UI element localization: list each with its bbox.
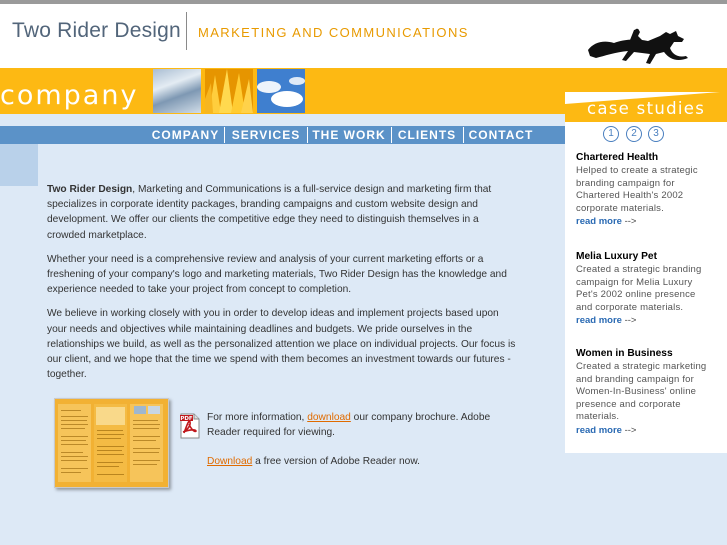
nav-divider [391, 127, 392, 143]
brochure-info-prefix: For more information, [207, 412, 308, 423]
nav-clients[interactable]: CLIENTS [397, 128, 457, 142]
wave-photo [153, 69, 201, 113]
case-page-1[interactable]: 1 [603, 126, 619, 142]
read-more-arrow: --> [621, 315, 637, 327]
brochure-info-suffix: our company brochure. Adobe Reader required for viewing. [207, 412, 491, 439]
brand-name[interactable]: Two Rider Design [12, 19, 181, 42]
approach-paragraph: We believe in working closely with you in order to develop ideas and implement projects based upon your needs and objectives while maintaining deadlines and budgets. We pride ourselves in the relationships we build, as well as the personalized attention we place on individual projects. Our focus is our client, and we hope that the time we spend with them becomes an investment towards our futures - together. [47, 308, 516, 381]
read-more-link[interactable] [576, 424, 711, 437]
read-more-label[interactable]: read more [576, 315, 622, 327]
sky-photo [257, 69, 305, 113]
case-study-item [576, 251, 711, 327]
nav-contact[interactable]: CONTACT [468, 128, 534, 142]
brochure-thumbnail[interactable] [54, 398, 169, 488]
case-study-item [576, 152, 711, 228]
nav-services[interactable]: SERVICES [231, 128, 301, 142]
nav-divider [224, 127, 225, 143]
case-page-3[interactable]: 3 [648, 126, 664, 142]
download-reader-link[interactable]: Download [207, 456, 253, 467]
read-more-label[interactable]: read more [576, 424, 622, 436]
sunflower-photo [205, 69, 253, 113]
case-description: Helped to create a strategic branding campaign for Chartered Health's 2002 corporate materials. [576, 165, 698, 214]
brochure-panel [58, 404, 91, 482]
intro-company-name: Two Rider Design [47, 184, 133, 195]
pdf-file-icon[interactable] [179, 413, 201, 439]
case-studies-title: case studies [587, 99, 706, 118]
read-more-arrow: --> [621, 424, 637, 436]
brochure-info [207, 410, 507, 440]
read-more-link[interactable] [576, 314, 711, 327]
brand-divider [186, 12, 187, 50]
decorative-block [0, 144, 38, 186]
brand-tagline: MARKETING AND COMMUNICATIONS [198, 25, 469, 40]
brochure-panel [94, 404, 127, 482]
pdf-badge: PDF [180, 416, 193, 422]
case-description: Created a strategic branding campaign for Melia Luxury Pet's 2002 online presence and corporate materials. [576, 264, 702, 313]
read-more-label[interactable]: read more [576, 216, 622, 228]
case-title[interactable]: Melia Luxury Pet [576, 251, 657, 262]
intro-text: , Marketing and Communications is a full-service design and marketing firm that specializes in corporate identity packages, branding campaigns and custom website design and development. We offer our clients the competitive edge they need to distinguish themselves in a crowded marketplace. [47, 184, 492, 241]
read-more-arrow: --> [621, 216, 637, 228]
download-brochure-link[interactable]: download [307, 412, 351, 423]
case-title[interactable]: Chartered Health [576, 152, 659, 163]
section-title: company [0, 80, 139, 111]
nav-divider [307, 127, 308, 143]
nav-the-work[interactable]: THE WORK [312, 128, 386, 142]
nav-company[interactable]: COMPANY [151, 128, 220, 142]
nav-divider [463, 127, 464, 143]
horse-rider-icon[interactable] [586, 28, 698, 66]
case-description: Created a strategic marketing and branding campaign for Women-In-Business' online presence and corporate materials. [576, 361, 707, 423]
intro-paragraph [47, 182, 517, 243]
read-more-link[interactable] [576, 215, 711, 228]
needs-paragraph: Whether your need is a comprehensive review and analysis of your current marketing efforts or a freshening of your company's logo and marketing materials, Two Rider Design has the knowledge and experience needed to take your project from concept to completion. [47, 253, 507, 296]
case-page-2[interactable]: 2 [626, 126, 642, 142]
case-study-item [576, 348, 711, 437]
brochure-panel [130, 404, 163, 482]
case-title[interactable]: Women in Business [576, 348, 673, 359]
reader-info-suffix: a free version of Adobe Reader now. [252, 456, 420, 467]
main-content [47, 182, 517, 391]
reader-info [207, 454, 420, 469]
